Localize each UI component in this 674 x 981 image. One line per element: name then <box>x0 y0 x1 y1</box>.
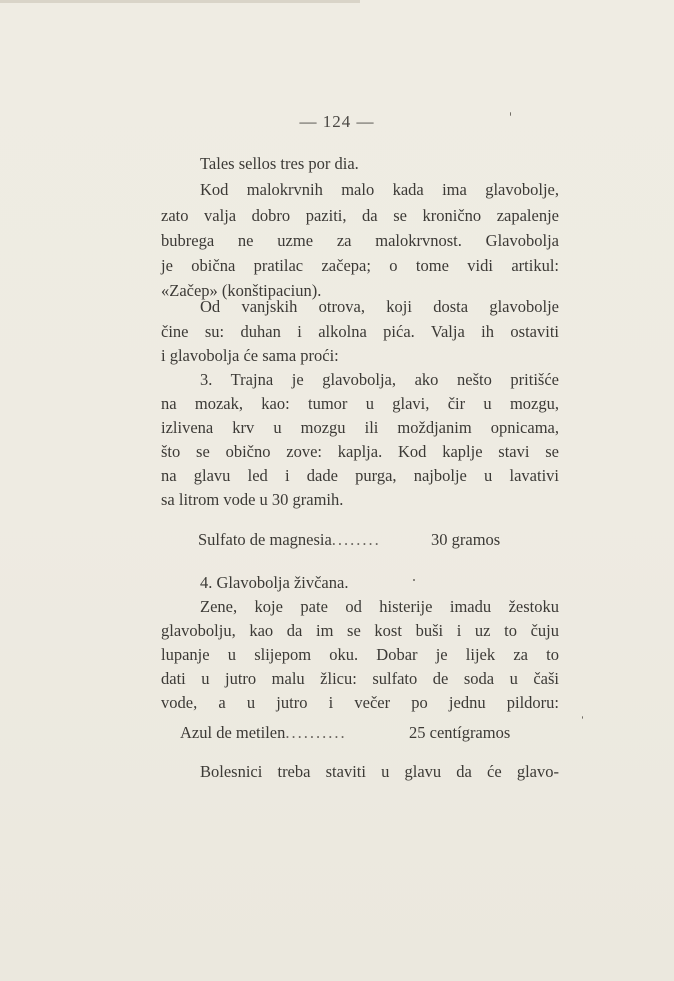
text-line: glavobolju, kao da im se kost buši i uz to čuju <box>161 621 559 640</box>
paper-speck <box>582 716 583 719</box>
recipe-amount: 25 centígramos <box>409 723 511 742</box>
section-heading: 4. Glavobolja živčana. <box>200 573 349 592</box>
text-line: je obična pratilac začepa; o tome vidi artikul: <box>161 256 559 275</box>
recipe-amount: 30 gramos <box>431 530 501 549</box>
text-line: Kod malokrvnih malo kada ima glavobolje, <box>200 180 559 199</box>
text-line: «Začep» (konštipaciun). <box>161 281 322 300</box>
recipe-line <box>198 530 501 550</box>
text-line: i glavobolja će sama proći: <box>161 346 339 365</box>
page-top-edge <box>0 0 360 3</box>
text-line: bubrega ne uzme za malokrvnost. Glavobolja <box>161 231 559 250</box>
text-line: zato valja dobro paziti, da se kronično zapalenje <box>161 206 559 225</box>
text-line: vode, a u jutro i večer po jednu pildoru: <box>161 693 559 712</box>
recipe-dots: ........ <box>331 530 381 549</box>
paper-speck <box>510 112 511 116</box>
text-line: Tales sellos tres por dia. <box>200 154 359 173</box>
page-number: — 124 — <box>299 112 375 131</box>
text-line: na mozak, kao: tumor u glavi, čir u mozgu, <box>161 394 559 413</box>
text-line: što se obično zove: kaplja. Kod kaplje stavi se <box>161 442 559 461</box>
text-line: lupanje u slijepom oku. Dobar je lijek za to <box>161 645 559 664</box>
text-line: dati u jutro malu žlicu: sulfato de soda u čaši <box>161 669 559 688</box>
text-line: Zene, koje pate od histerije imadu žestoku <box>200 597 559 616</box>
paper-speck <box>413 579 415 581</box>
text-line: Od vanjskih otrova, koji dosta glavobolje <box>200 297 559 316</box>
text-line: Bolesnici treba staviti u glavu da će glavo- <box>200 762 559 781</box>
text-line: sa litrom vode u 30 gramih. <box>161 490 344 509</box>
text-line: čine su: duhan i alkolna pića. Valja ih ostaviti <box>161 322 559 341</box>
text-line: izlivena krv u mozgu ili moždjanim opnicama, <box>161 418 559 437</box>
recipe-dots: .......... <box>285 723 347 742</box>
text-line: 3. Trajna je glavobolja, ako nešto pritišće <box>200 370 559 389</box>
recipe-name: Sulfato de magnesia <box>198 530 332 549</box>
recipe-name: Azul de metilen <box>180 723 286 742</box>
recipe-line <box>180 723 511 743</box>
text-line: na glavu led i dade purga, najbolje u lavativi <box>161 466 559 485</box>
